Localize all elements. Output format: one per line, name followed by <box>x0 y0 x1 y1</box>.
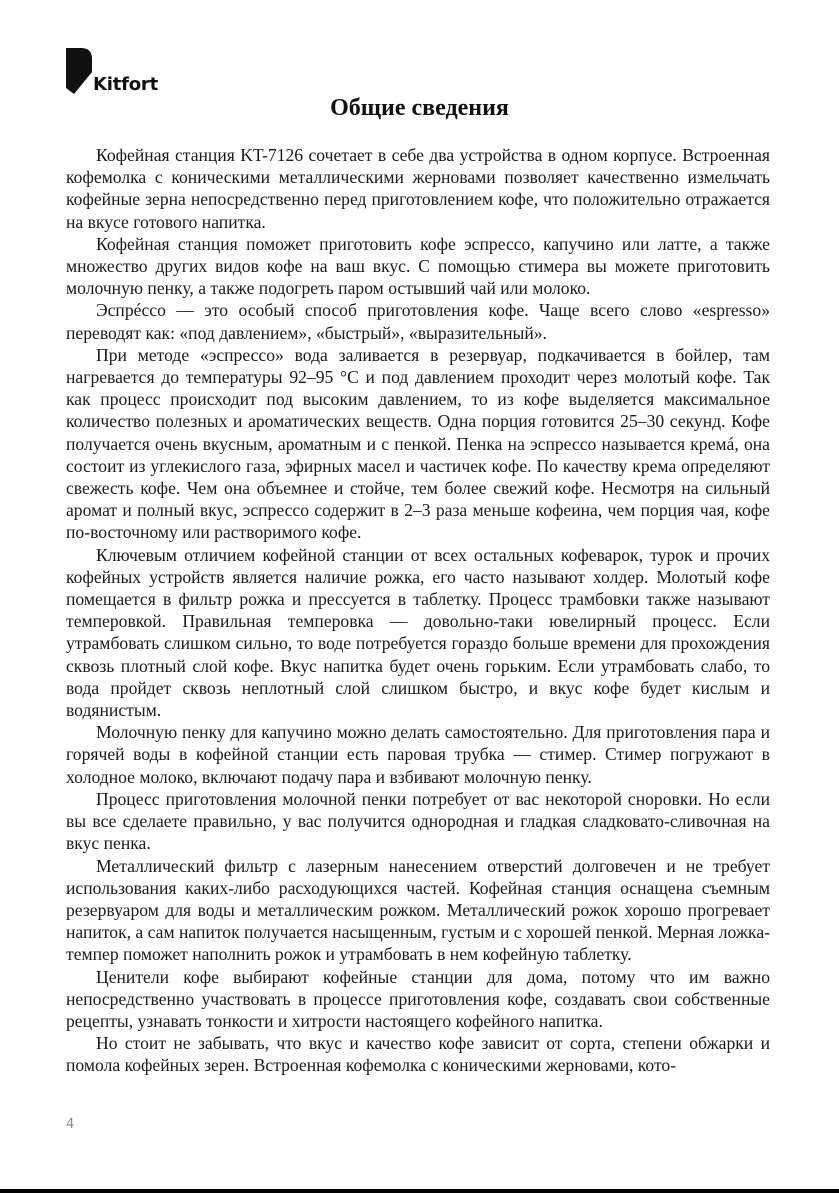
body-text <box>66 144 770 1077</box>
paragraph: Кофейная станция KT-7126 сочетает в себе два устройства в одном корпусе. Встроенная кофемолка с коническими металлическими жерновами позволяет качественно измельчать кофейные зерна непосредственно перед приготовлением кофе, что положительно отражается на вкусе готового напитка. <box>66 145 770 232</box>
paragraph: Металлический фильтр с лазерным нанесением отверстий долговечен и не требует использования каких-либо расходующихся частей. Кофейная станция оснащена съемным резервуаром для воды и металлическим рожком. Металлический рожок хорошо прогревает напиток, а сам напиток получается насыщенным, густым и с хорошей пенкой. Мерная ложка-темпер поможет наполнить рожок и утрамбовать в нем кофейную таблетку. <box>66 855 770 965</box>
paragraph: Кофейная станция поможет приготовить кофе эспрессо, капучино или латте, а также множество других видов кофе на ваш вкус. С помощью стимера вы можете приготовить молочную пенку, а также подогреть паром остывший чай или молоко. <box>66 233 770 299</box>
bottom-divider <box>0 1189 839 1193</box>
paragraph: Молочную пенку для капучино можно делать самостоятельно. Для приготовления пара и горячей воды в кофейной станции есть паровая трубка — стимер. Стимер погружают в холодное молоко, включают подачу пара и взбивают молочную пенку. <box>66 722 770 787</box>
paragraph: Эспрéссо — это особый способ приготовления кофе. Чаще всего слово «espresso» переводят как: «под давлением», «быстрый», «выразительный». <box>66 300 770 343</box>
brand-name: Kitfort <box>93 74 159 95</box>
brand-logo <box>66 48 186 100</box>
paragraph: Но стоит не забывать, что вкус и качество кофе зависит от сорта, степени обжарки и помола кофейных зерен. Встроенная кофемолка с коническими жерновами, кото- <box>66 1033 770 1076</box>
page-number: 4 <box>66 1117 75 1132</box>
page-title: Общие сведения <box>330 95 509 121</box>
paragraph: Ключевым отличием кофейной станции от всех остальных кофеварок, турок и прочих кофейных устройств является наличие рожка, его часто называют холдер. Молотый кофе помещается в фильтр рожка и прессуется в таблетку. Процесс трамбовки также называют темперовкой. Правильная темперовка — довольно-таки ювелирный процесс. Если утрамбовать слишком сильно, то воде потребуется гораздо больше времени для прохождения сквозь плотный слой кофе. Вкус напитка будет очень горьким. Если утрамбовать слабо, то вода пройдет сквозь неплотный слой слишком быстро, и вкус кофе будет кислым и водянистым. <box>66 544 770 721</box>
paragraph: При методе «эспрессо» вода заливается в резервуар, подкачивается в бойлер, там нагревается до температуры 92–95 °С и под давлением проходит через молотый кофе. Так как процесс происходит под высоким давлением, то из кофе выделяется максимальное количество полезных и ароматических веществ. Одна порция готовится 25–30 секунд. Кофе получается очень вкусным, ароматным и с пенкой. Пенка на эспрессо называется кремá, она состоит из углекислого газа, эфирных масел и частичек кофе. По качеству крема определяют свежесть кофе. Чем она объемнее и стойче, тем более свежий кофе. Несмотря на сильный аромат и полный вкус, эспрессо содержит в 2–3 раза меньше кофеина, чем порция чая, кофе по-восточному или растворимого кофе. <box>66 344 770 543</box>
paragraph: Процесс приготовления молочной пенки потребует от вас некоторой сноровки. Но если вы все сделаете правильно, у вас получится однородная и гладкая сладковато-сливочная на вкус пенка. <box>66 788 770 854</box>
kitfort-logo-icon <box>66 48 92 94</box>
paragraph: Ценители кофе выбирают кофейные станции для дома, потому что им важно непосредственно участвовать в процессе приготовления кофе, создавать свои собственные рецепты, узнавать тонкости и хитрости настоящего кофейного напитка. <box>66 966 770 1031</box>
